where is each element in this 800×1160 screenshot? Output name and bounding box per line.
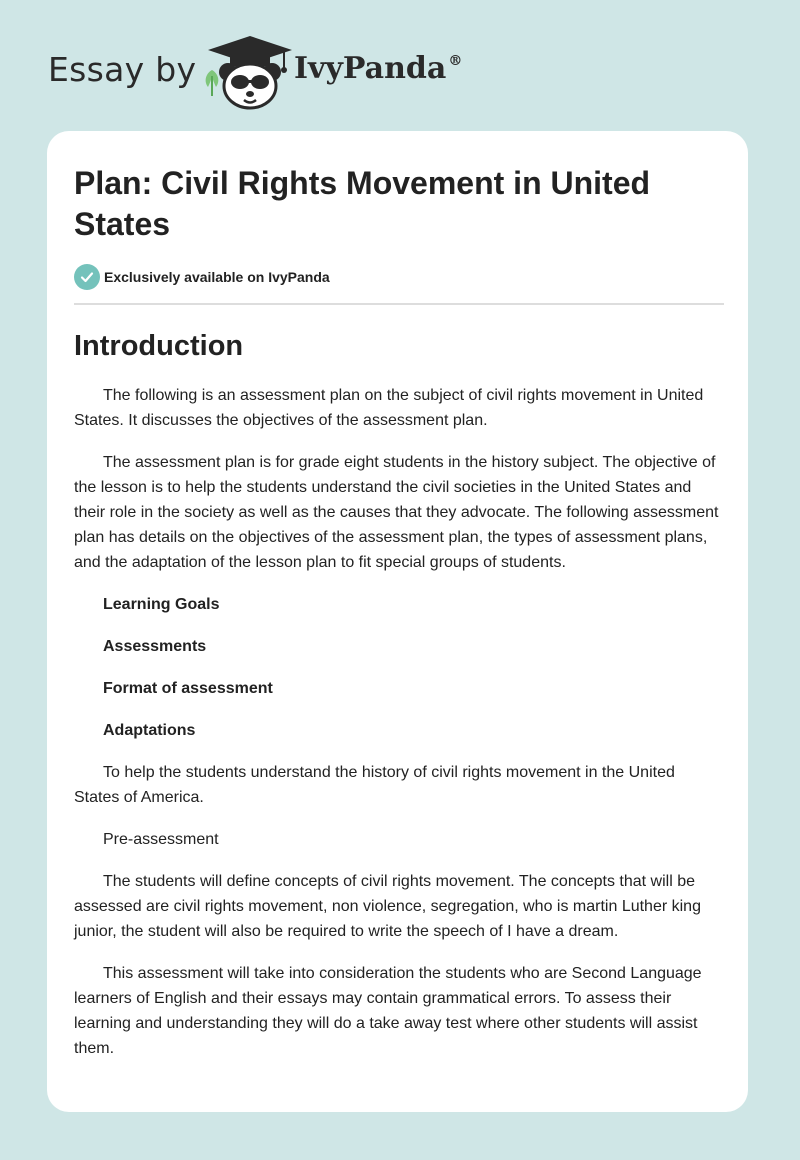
section-heading: Introduction [74, 330, 244, 362]
essay-by-label: Essay by [48, 50, 197, 89]
subheading-assessments: Assessments [103, 638, 207, 655]
essay-content [74, 163, 724, 1078]
paragraph: This assessment will take into consideration the students who are Second Language learners of English and their essays may contain grammatical errors. To assess their learning and understanding they will do a take away test where other students will assist them. [74, 965, 702, 1057]
paragraph: The students will define concepts of civil rights movement. The concepts that will be assessed are civil rights movement, non violence, segregation, who is martin Luther king junior, the student will also be required to write the speech of I have a dream. [74, 873, 701, 940]
page-title: Plan: Civil Rights Movement in United States [74, 165, 651, 242]
exclusive-badge-text: Exclusively available on IvyPanda [104, 269, 330, 285]
divider [74, 303, 724, 305]
exclusive-badge [74, 264, 724, 290]
subheading-adaptations: Adaptations [103, 722, 196, 739]
paragraph: The assessment plan is for grade eight students in the history subject. The objective of the lesson is to help the students understand the civil societies in the United States and their role in the society as well as the causes that they advocate. The following assessment plan has details on the objectives of the assessment plan, the types of assessment plans, and the adaptation of the lesson plan to fit special groups of students. [74, 454, 719, 571]
site-header [48, 34, 548, 114]
paragraph: Pre-assessment [103, 831, 219, 848]
subheading-format-of-assessment: Format of assessment [103, 680, 273, 697]
subheading-learning-goals: Learning Goals [103, 596, 220, 613]
graduation-panda-icon[interactable] [206, 34, 294, 110]
paragraph: To help the students understand the history of civil rights movement in the United States of America. [74, 764, 675, 806]
registered-mark: ® [448, 53, 463, 69]
essay-card [47, 131, 748, 1112]
check-circle-icon [74, 264, 100, 290]
paragraph-list [74, 383, 724, 1061]
brand-logo-text[interactable]: IvyPanda ® [294, 51, 463, 86]
paragraph: The following is an assessment plan on the subject of civil rights movement in United States. It discusses the objectives of the assessment plan. [74, 387, 704, 429]
